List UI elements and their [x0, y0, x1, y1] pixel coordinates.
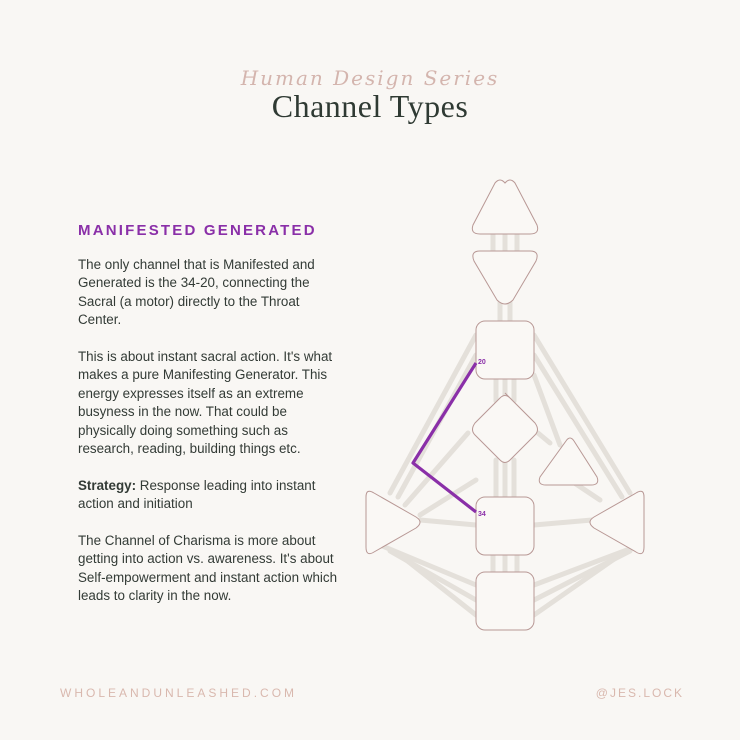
paragraph-4: The Channel of Charisma is more about getting into action vs. awareness. It's about Self-empowerment and instant action which leads to clarity in the now. — [78, 533, 338, 604]
gate-20-label: 20 — [478, 359, 486, 366]
head-center — [472, 180, 537, 234]
g-center — [473, 393, 538, 463]
strategy-text: Response leading into instant action and initiation — [78, 477, 316, 512]
root-center — [476, 572, 534, 630]
ajna-center — [473, 251, 537, 304]
sacral-center — [476, 497, 534, 555]
throat-center — [476, 321, 534, 379]
social-handle-footer: @JES.LOCK — [595, 686, 684, 700]
bodygraph-diagram — [360, 175, 660, 640]
body-copy — [78, 256, 340, 624]
page-title: Channel Types — [271, 88, 469, 124]
paragraph-2: This is about instant sacral action. It's what makes a pure Manifesting Generator. This energy expresses itself as an extreme busyness in the now. That could be physically doing something such as research, reading, building things etc. — [78, 349, 333, 457]
paragraph-1: The only channel that is Manifested and Generated is the 34-20, connecting the Sacral (a motor) directly to the Throat Center. — [78, 257, 315, 328]
website-footer: WHOLEANDUNLEASHED.COM — [60, 686, 298, 700]
strategy-label: Strategy: — [78, 477, 137, 493]
gate-34-label: 34 — [478, 511, 486, 518]
section-heading: MANIFESTED GENERATED — [78, 222, 317, 239]
series-label: Human Design Series — [240, 66, 500, 90]
strategy-paragraph — [78, 477, 340, 514]
